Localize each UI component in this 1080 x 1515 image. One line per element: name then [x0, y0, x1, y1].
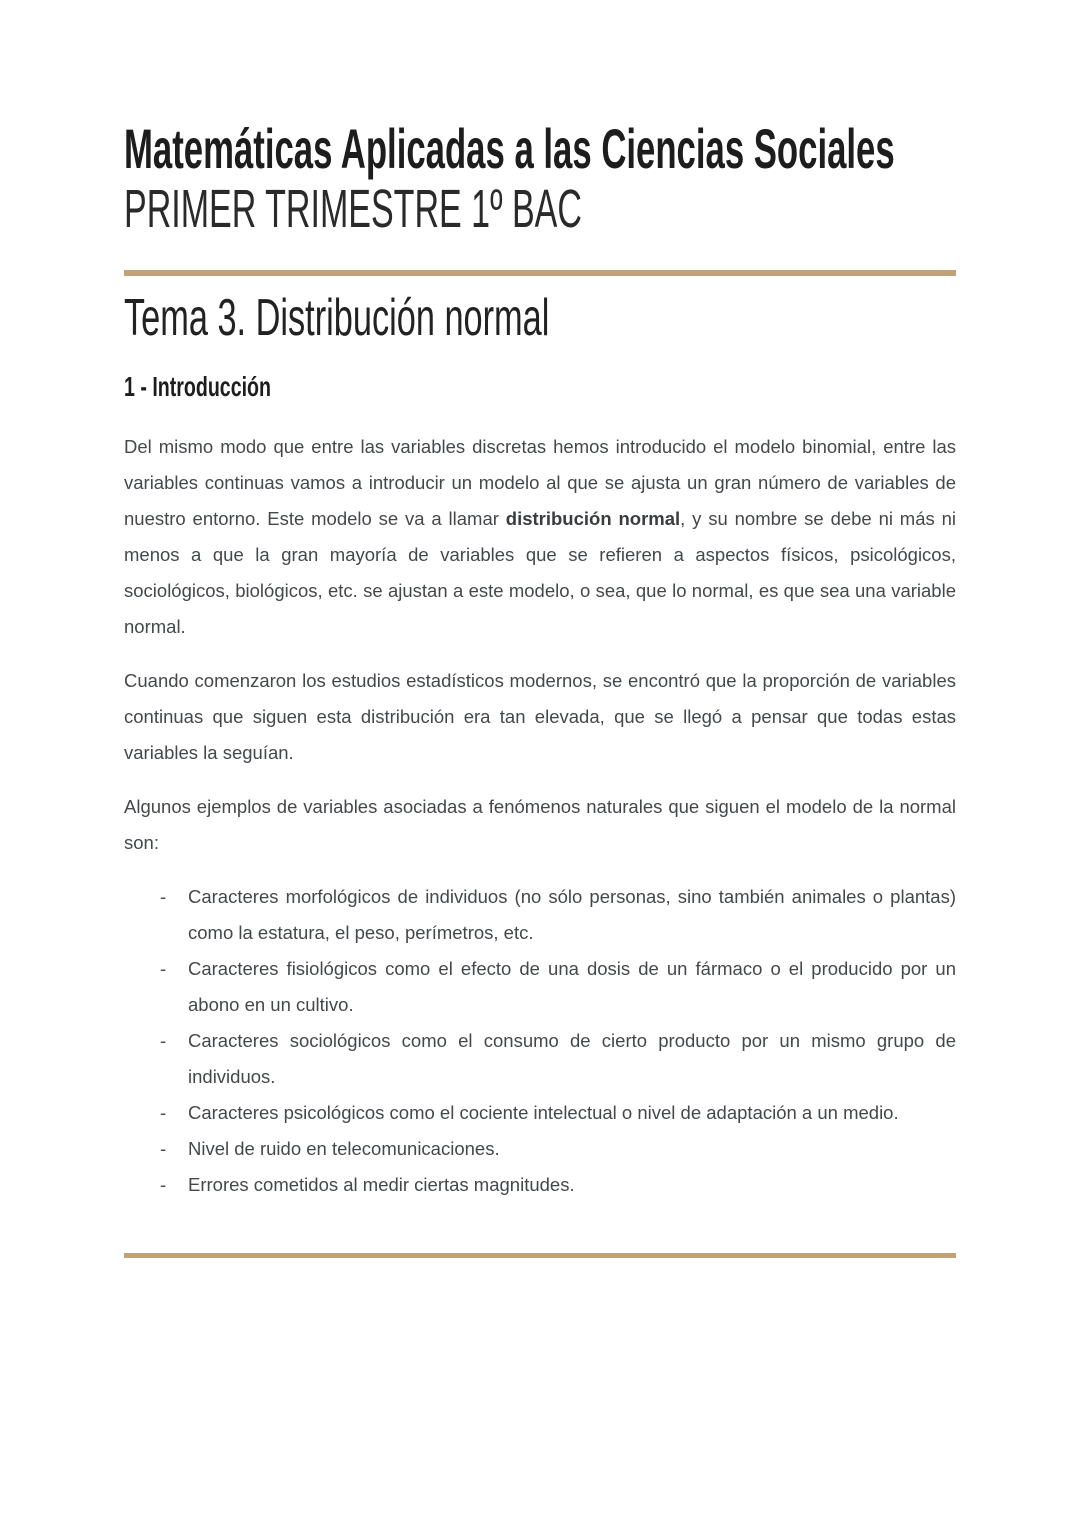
list-item: [124, 879, 956, 951]
list-item-text: Caracteres morfológicos de individuos (no sólo personas, sino también animales o plantas) como la estatura, el peso, perímetros, etc.: [188, 885, 956, 943]
header-divider: [124, 270, 956, 276]
document-footer: [124, 1253, 956, 1258]
document-subtitle: PRIMER TRIMESTRE 1º BAC: [124, 179, 582, 240]
subsection-title: 1 - Introducción: [124, 370, 271, 402]
paragraph-intro: [124, 429, 956, 645]
dash-bullet: -: [160, 957, 167, 979]
document-page: [0, 118, 1080, 1515]
paragraph-history: Cuando comenzaron los estudios estadísticos modernos, se encontró que la proporción de variables continuas que siguen esta distribución era tan elevada, que se llegó a pensar que todas estas variables la seguían.: [124, 669, 956, 763]
examples-list: [124, 879, 956, 1203]
dash-bullet: -: [160, 1173, 167, 1195]
paragraph-intro-text-before: Del mismo modo que entre las variables discretas hemos introducido el modelo binomial, entre las variables continuas vamos a introducir un modelo al que se ajusta un gran número de variables de nuestro entorno. Este modelo se va a llamar: [124, 435, 956, 529]
dash-bullet: -: [160, 1101, 167, 1123]
list-item: [124, 951, 956, 1023]
section-title: Tema 3. Distribución normal: [124, 288, 550, 347]
list-item-text: Nivel de ruido en telecomunicaciones.: [188, 1137, 500, 1159]
list-item-text: Caracteres fisiológicos como el efecto de una dosis de un fármaco o el producido por un abono en un cultivo.: [188, 957, 956, 1015]
list-item-text: Caracteres sociológicos como el consumo de cierto producto por un mismo grupo de individuos.: [188, 1029, 956, 1087]
list-item-text: Errores cometidos al medir ciertas magnitudes.: [188, 1173, 575, 1195]
document-body: [124, 290, 956, 1203]
dash-bullet: -: [160, 1137, 167, 1159]
list-item: [124, 1095, 956, 1131]
document-title: Matemáticas Aplicadas a las Ciencias Sociales: [124, 117, 895, 180]
dash-bullet: -: [160, 1029, 167, 1051]
document-header: [124, 118, 956, 276]
list-item: [124, 1131, 956, 1167]
list-item: [124, 1167, 956, 1203]
list-item: [124, 1023, 956, 1095]
paragraph-examples-lead: Algunos ejemplos de variables asociadas a fenómenos naturales que siguen el modelo de la normal son:: [124, 795, 956, 853]
paragraph-intro-text-after: , y su nombre se debe ni más ni menos a que la gran mayoría de variables que se refieren a aspectos físicos, psicológicos, sociológicos, biológicos, etc. se ajustan a este modelo, o sea, que lo normal, es que sea una variable normal.: [124, 507, 956, 637]
bold-term-distribucion-normal: distribución normal: [505, 507, 681, 529]
list-item-text: Caracteres psicológicos como el cociente intelectual o nivel de adaptación a un medio.: [188, 1101, 899, 1123]
footer-divider: [124, 1253, 956, 1258]
dash-bullet: -: [160, 885, 167, 907]
